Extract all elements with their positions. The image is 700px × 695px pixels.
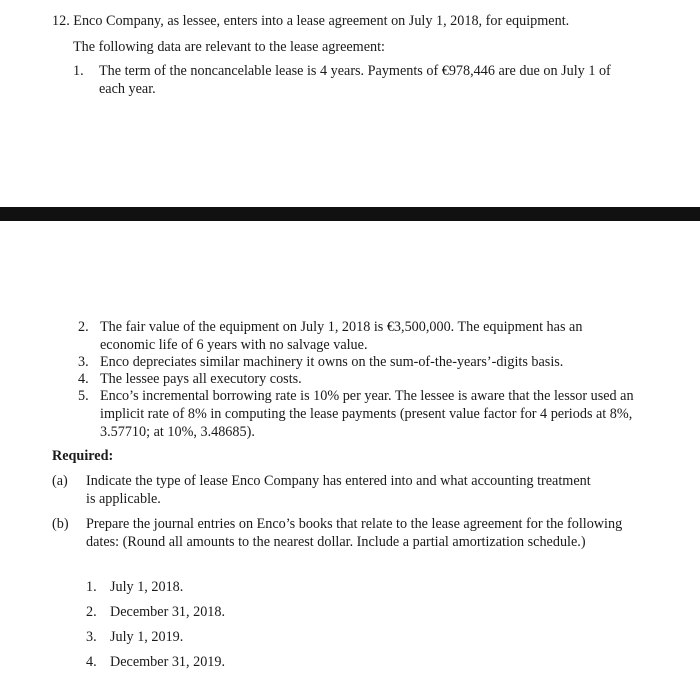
list-item-number: 5. xyxy=(78,388,89,404)
date-item-4 xyxy=(86,653,225,671)
list-item-number: 1. xyxy=(73,63,84,79)
part-label: (b) xyxy=(52,516,69,532)
list-item-4 xyxy=(78,370,640,388)
list-item-2 xyxy=(78,318,640,354)
list-item-1 xyxy=(73,62,639,98)
list-item-text: The fair value of the equipment on July 1, 2018 is €3,500,000. The equipment has an economic life of 6 years with no salvage value. xyxy=(100,319,583,353)
list-item-3 xyxy=(78,353,640,371)
date-number: 4. xyxy=(86,654,97,670)
question-heading: 12. Enco Company, as lessee, enters into a lease agreement on July 1, 2018, for equipment. xyxy=(52,13,570,29)
date-text: July 1, 2019. xyxy=(110,629,184,645)
list-item-number: 3. xyxy=(78,354,89,370)
list-item-5 xyxy=(78,387,640,441)
part-text: Prepare the journal entries on Enco’s books that relate to the lease agreement for the following dates: (Round all amounts to the nearest dollar. Include a partial amortization schedule.) xyxy=(86,516,623,550)
date-item-3 xyxy=(86,628,183,646)
date-number: 1. xyxy=(86,579,97,595)
required-part-a xyxy=(52,472,592,508)
date-item-1 xyxy=(86,578,183,596)
question-intro: The following data are relevant to the lease agreement: xyxy=(73,39,385,55)
date-text: December 31, 2019. xyxy=(110,654,226,670)
required-part-b xyxy=(52,515,642,551)
list-item-text: The lessee pays all executory costs. xyxy=(100,371,302,387)
date-item-2 xyxy=(86,603,225,621)
list-item-text: Enco depreciates similar machinery it owns on the sum-of-the-years’-digits basis. xyxy=(100,354,564,370)
list-item-number: 4. xyxy=(78,371,89,387)
date-text: December 31, 2018. xyxy=(110,604,226,620)
part-text: Indicate the type of lease Enco Company has entered into and what accounting treatment is applicable. xyxy=(86,473,591,507)
list-item-text: The term of the noncancelable lease is 4 years. Payments of €978,446 are due on July 1 of each year. xyxy=(99,63,611,97)
part-label: (a) xyxy=(52,473,68,489)
list-item-text: Enco’s incremental borrowing rate is 10% per year. The lessee is aware that the lessor used an implicit rate of 8% in computing the lease payments (present value factor for 4 periods at 8%, 3.57710; at 10%, 3.48685). xyxy=(100,388,634,440)
page-divider xyxy=(0,207,700,221)
required-heading: Required: xyxy=(52,448,114,464)
date-number: 3. xyxy=(86,629,97,645)
date-number: 2. xyxy=(86,604,97,620)
date-text: July 1, 2018. xyxy=(110,579,184,595)
list-item-number: 2. xyxy=(78,319,89,335)
